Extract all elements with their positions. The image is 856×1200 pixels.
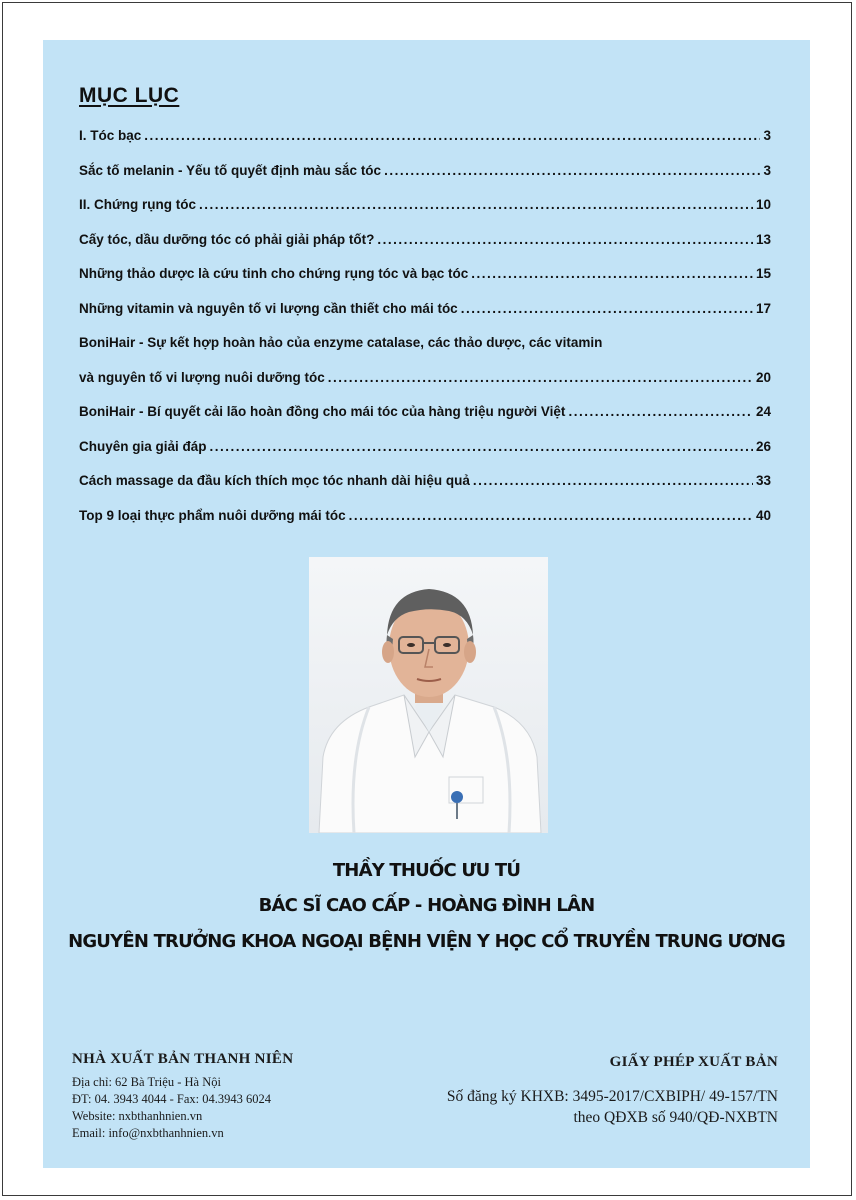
publisher-email[interactable]: Email: info@nxbthanhnien.vn	[72, 1126, 224, 1140]
toc-row[interactable]	[79, 301, 771, 336]
toc-page-number: 3	[763, 128, 771, 143]
table-of-contents	[79, 128, 771, 542]
toc-page-number: 13	[755, 231, 771, 247]
toc-row[interactable]	[79, 508, 771, 543]
toc-leader-dots	[210, 439, 753, 454]
toc-page-number: 26	[755, 438, 771, 454]
toc-page-number: 33	[755, 473, 771, 488]
toc-leader-dots	[384, 163, 760, 178]
toc-entry-text: Cấy tóc, dầu dưỡng tóc có phải giải pháp tốt?	[79, 231, 375, 247]
toc-page-number: 24	[755, 404, 771, 419]
doctor-portrait-illustration	[309, 557, 548, 833]
publisher-name: NHÀ XUẤT BẢN THANH NIÊN	[72, 1051, 294, 1067]
toc-leader-dots	[377, 232, 753, 247]
toc-page-number: 10	[755, 197, 771, 212]
toc-row[interactable]	[79, 197, 771, 232]
toc-leader-dots	[473, 473, 753, 488]
toc-page-number: 17	[755, 300, 771, 316]
toc-entry-text: I. Tóc bạc	[79, 128, 142, 143]
license-decision: theo QĐXB số 940/QĐ-NXBTN	[573, 1109, 778, 1126]
toc-entry-text: Chuyên gia giải đáp	[79, 438, 207, 454]
toc-page-number: 40	[755, 507, 771, 523]
license-registration: Số đăng ký KHXB: 3495-2017/CXBIPH/ 49-157/TN	[446, 1088, 778, 1105]
publishing-license	[447, 1054, 778, 1128]
toc-row[interactable]	[79, 266, 771, 301]
toc-page-number: 3	[763, 162, 771, 178]
toc-row[interactable]	[79, 370, 771, 405]
toc-row[interactable]	[79, 128, 771, 163]
toc-leader-dots	[144, 128, 760, 143]
license-title: GIẤY PHÉP XUẤT BẢN	[609, 1054, 778, 1070]
publisher-phone: ĐT: 04. 3943 4044 - Fax: 04.3943 6024	[72, 1092, 272, 1106]
toc-leader-dots	[328, 370, 753, 385]
toc-row[interactable]	[79, 404, 771, 439]
toc-row[interactable]	[79, 439, 771, 474]
toc-page-number: 20	[755, 369, 771, 385]
toc-entry-text: và nguyên tố vi lượng nuôi dưỡng tóc	[79, 369, 325, 385]
caption-doctor-position: NGUYÊN TRƯỞNG KHOA NGOẠI BỆNH VIỆN Y HỌC CỔ TRUYỀN TRUNG ƯƠNG	[68, 931, 785, 952]
publisher-website[interactable]: Website: nxbthanhnien.vn	[72, 1109, 203, 1123]
toc-title: MỤC LỤC	[79, 84, 180, 107]
toc-entry-text: II. Chứng rụng tóc	[79, 197, 197, 212]
caption-honor-title: THẦY THUỐC ƯU TÚ	[332, 860, 521, 881]
toc-leader-dots	[471, 266, 753, 281]
toc-row[interactable]	[79, 335, 771, 370]
toc-row[interactable]	[79, 473, 771, 508]
toc-leader-dots	[461, 301, 753, 316]
toc-entry-text: BoniHair - Sự kết hợp hoàn hảo của enzyme catalase, các thảo dược, các vitamin	[79, 335, 603, 350]
doctor-portrait	[309, 557, 548, 833]
toc-entry-text: Cách massage da đầu kích thích mọc tóc nhanh dài hiệu quả	[79, 473, 470, 488]
toc-entry-text: BoniHair - Bí quyết cải lão hoàn đồng cho mái tóc của hàng triệu người Việt	[79, 404, 566, 419]
publisher-address: Địa chỉ: 62 Bà Triệu - Hà Nội	[72, 1075, 221, 1089]
toc-row[interactable]	[79, 232, 771, 267]
toc-entry-text: Những vitamin và nguyên tố vi lượng cần thiết cho mái tóc	[79, 300, 458, 316]
publisher-info	[72, 1051, 293, 1142]
toc-entry-text: Những thảo dược là cứu tinh cho chứng rụng tóc và bạc tóc	[79, 266, 469, 281]
toc-entry-text: Top 9 loại thực phẩm nuôi dưỡng mái tóc	[79, 507, 346, 523]
toc-leader-dots	[349, 508, 753, 523]
caption-doctor-name: BÁC SĨ CAO CẤP - HOÀNG ĐÌNH LÂN	[258, 895, 595, 916]
toc-leader-dots	[568, 404, 753, 419]
toc-entry-text: Sắc tố melanin - Yếu tố quyết định màu sắc tóc	[79, 162, 382, 178]
toc-row[interactable]	[79, 163, 771, 198]
toc-leader-dots	[199, 197, 753, 212]
toc-page-number: 15	[755, 266, 771, 281]
